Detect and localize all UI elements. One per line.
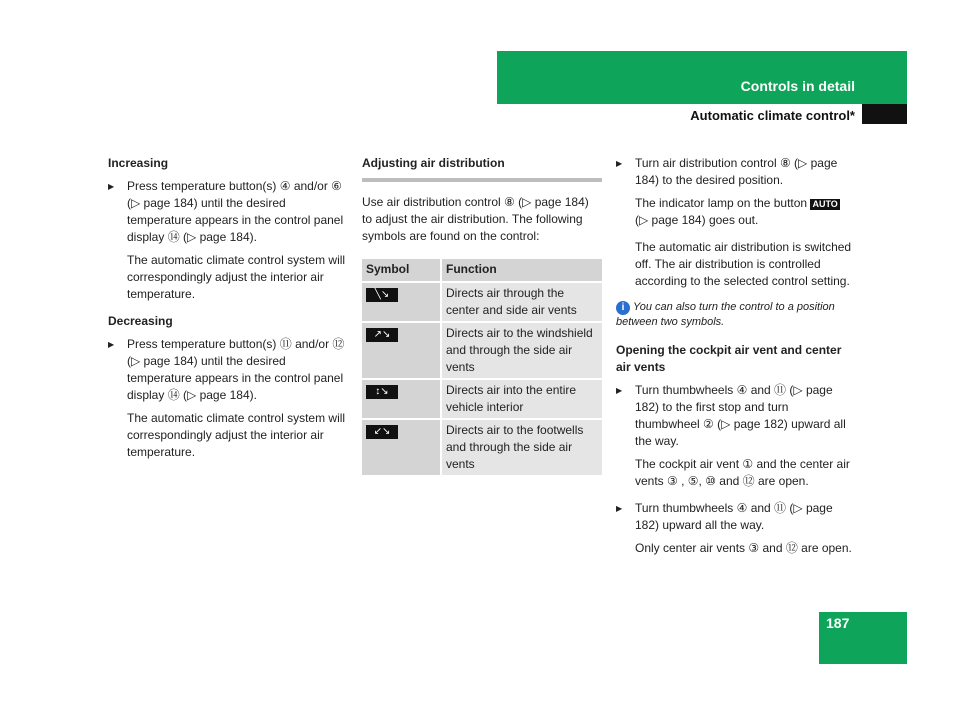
info-note xyxy=(616,300,856,330)
step-turn-control: ▶ Turn air distribution control ⑧ (▷ page 184) to the desired position. xyxy=(616,155,856,189)
entire-interior-symbol-icon: ↕↘ xyxy=(366,385,398,399)
step-thumbwheels-first: ▶ Turn thumbwheels ④ and ⑪ (▷ page 182) to the first stop and turn thumbwheel ② (▷ page 182) upward all the way. xyxy=(616,382,856,450)
table-row xyxy=(362,379,602,419)
column-header-function: Function xyxy=(441,259,602,282)
auto-switched-off-text: The automatic air distribution is switched off. The air distribution is controlled according to the selected control setting. xyxy=(635,240,852,288)
footwells-side-vents-symbol-icon: ↙↘ xyxy=(366,425,398,439)
section-title: Controls in detail xyxy=(740,78,855,94)
function-cell: Directs air to the footwells and through the side air vents xyxy=(441,419,602,476)
table-header-row xyxy=(362,259,602,282)
increasing-step: ▶ Press temperature button(s) ④ and/or ⑥ (▷ page 184) until the desired temperature appears in the control panel display ⑭ (▷ page 184). xyxy=(108,178,348,246)
lamp-text-before: The indicator lamp on the button xyxy=(635,196,808,210)
indicator-lamp-text xyxy=(616,195,856,229)
header-marker xyxy=(862,104,907,124)
windshield-side-vents-symbol-icon: ↗↘ xyxy=(366,328,398,342)
air-distribution-heading: Adjusting air distribution xyxy=(362,155,602,182)
symbol-table xyxy=(362,259,602,477)
function-cell: Directs air to the windshield and through the side air vents xyxy=(441,322,602,379)
column-left xyxy=(108,155,348,471)
function-cell: Directs air through the center and side air vents xyxy=(441,282,602,322)
center-side-vents-symbol-icon: ╲↘ xyxy=(366,288,398,302)
info-icon: i xyxy=(616,301,630,315)
step-thumbwheels-upward: ▶ Turn thumbwheels ④ and ⑪ (▷ page 182) upward all the way. xyxy=(616,500,856,534)
cockpit-heading: Opening the cockpit air vent and center air vents xyxy=(616,343,842,374)
decreasing-heading: Decreasing xyxy=(108,314,173,328)
column-header-symbol: Symbol xyxy=(362,259,441,282)
auto-button-icon: AUTO xyxy=(812,199,838,209)
table-row xyxy=(362,322,602,379)
table-row xyxy=(362,419,602,476)
table-row xyxy=(362,282,602,322)
note-text: You can also turn the control to a position between two symbols. xyxy=(616,301,835,328)
decreasing-step: ▶ Press temperature button(s) ⑪ and/or ⑫ (▷ page 184) until the desired temperature appears in the control panel display ⑭ (▷ page 184). xyxy=(108,336,348,404)
lamp-text-after: (▷ page 184) goes out. xyxy=(635,213,759,227)
increasing-result: The automatic climate control system will correspondingly adjust the interior air temperature. xyxy=(127,253,346,301)
decreasing-result: The automatic climate control system will correspondingly adjust the interior air temperature. xyxy=(127,411,346,459)
page-number: 187 xyxy=(826,615,850,631)
step2-result: The cockpit air vent ① and the center air vents ③ , ⑤, ⑩ and ⑫ are open. xyxy=(635,457,850,488)
column-middle xyxy=(362,155,602,477)
subsection-title: Automatic climate control* xyxy=(690,108,855,123)
function-cell: Directs air into the entire vehicle interior xyxy=(441,379,602,419)
column-right xyxy=(616,155,856,567)
increasing-heading: Increasing xyxy=(108,156,169,170)
air-distribution-intro: Use air distribution control ⑧ (▷ page 184) to adjust the air distribution. The following symbols are found on the control: xyxy=(362,195,589,243)
step3-result: Only center air vents ③ and ⑫ are open. xyxy=(635,541,852,555)
